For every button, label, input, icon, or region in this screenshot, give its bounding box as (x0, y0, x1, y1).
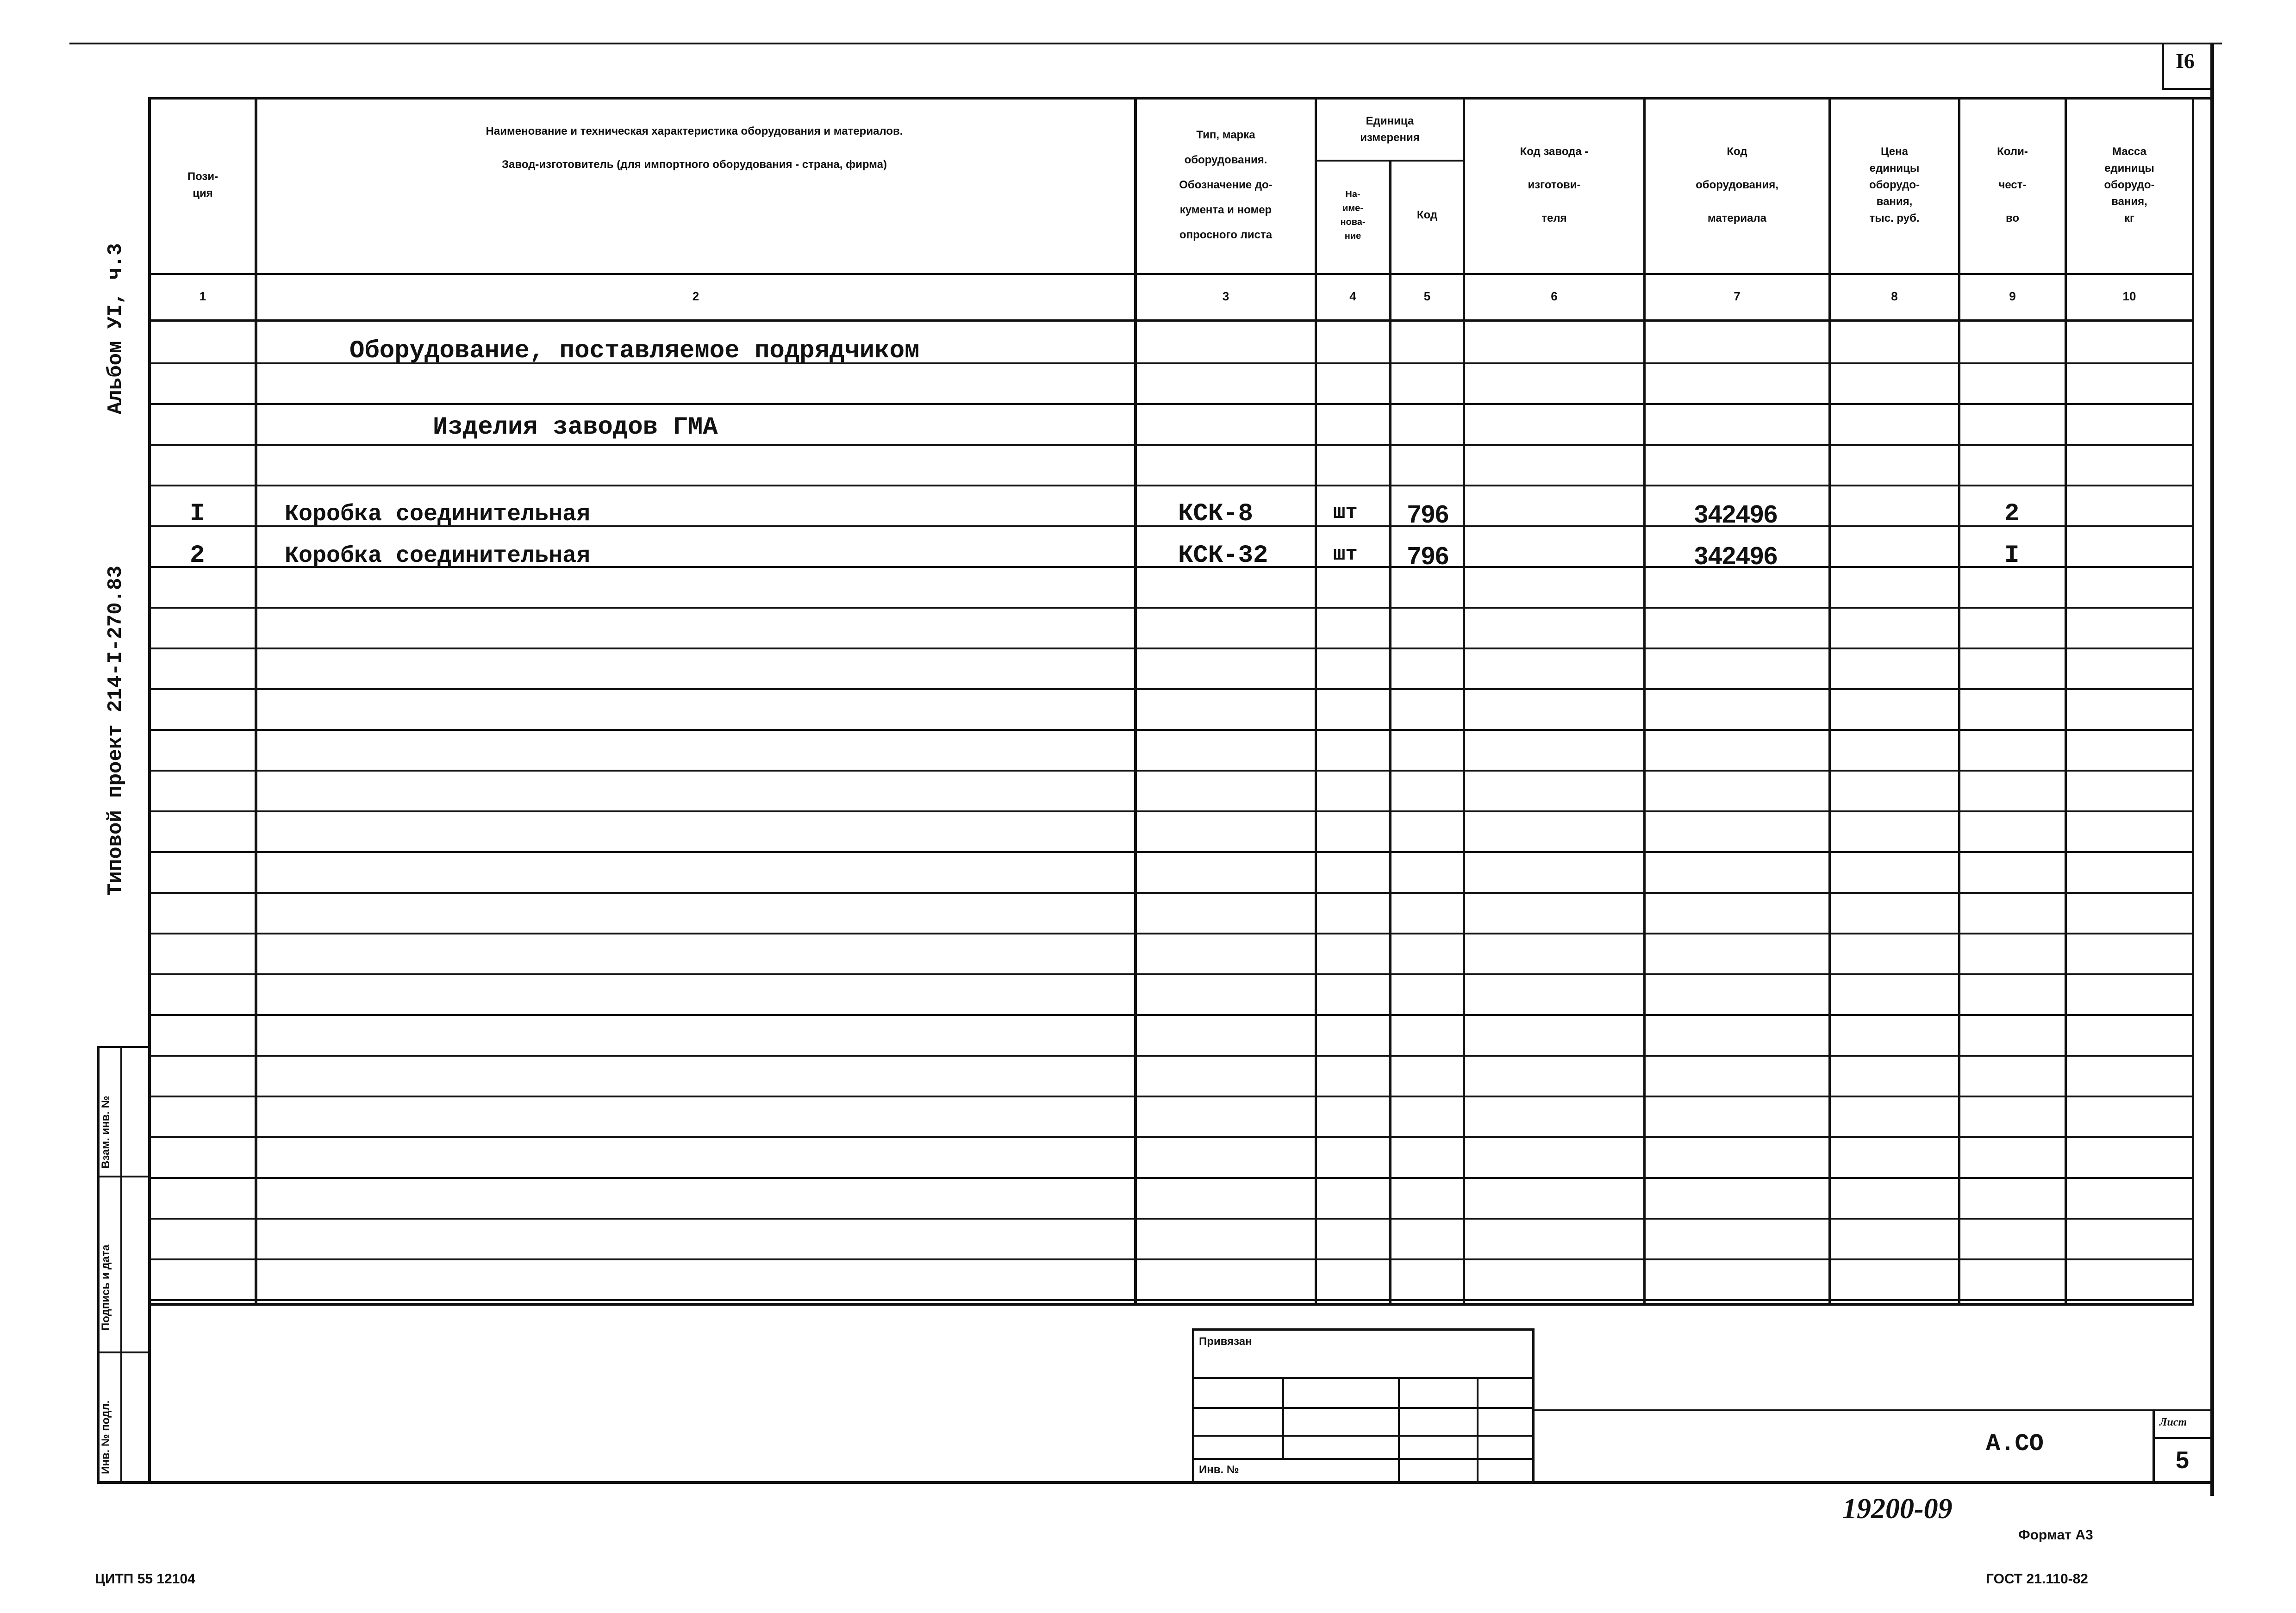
document-designation: А.СО (1986, 1430, 2044, 1457)
col-header-1: Пози- ция (187, 170, 218, 199)
row-separator (148, 1014, 2194, 1016)
row-separator (148, 1177, 2194, 1179)
row-unit-code: 796 (1407, 500, 1449, 528)
col-header-7: Код оборудования, материала (1696, 145, 1778, 224)
handwritten-number: 19200-09 (1842, 1493, 1953, 1525)
row-name: Коробка соединительная (285, 543, 591, 569)
col-number-2: 2 (692, 289, 699, 303)
col-number-5: 5 (1423, 289, 1431, 303)
row-type: КСК-32 (1178, 542, 1268, 570)
row-unit-code: 796 (1407, 542, 1449, 570)
row-separator (148, 1258, 2194, 1260)
col-header-3: Тип, марка оборудования. Обозначение до- кумента и номер опросного листа (1179, 129, 1273, 241)
row-separator (148, 648, 2194, 649)
row-separator (148, 892, 2194, 894)
side-label-vzam: Взам. инв. № (100, 1096, 112, 1169)
inv-no-label: Инв. № (1199, 1464, 1239, 1476)
col-header-4: На- име- нова- ние (1340, 189, 1366, 241)
footer-left-code: ЦИТП 55 12104 (95, 1571, 195, 1587)
row-separator (148, 1055, 2194, 1057)
row-unit: шт (1333, 501, 1358, 524)
row-separator (148, 770, 2194, 772)
row-separator (148, 851, 2194, 853)
row-qty: 2 (2004, 500, 2020, 528)
format-label: Формат А3 (2018, 1527, 2093, 1543)
row-type: КСК-8 (1178, 500, 1254, 528)
frame-bottom (97, 1481, 2214, 1484)
col-header-10: Масса единицы оборудо- вания, кг (2104, 145, 2155, 224)
row-separator (148, 1299, 2194, 1301)
row-equip-code: 342496 (1694, 542, 1778, 570)
album-label: Альбом УI, ч.3 (104, 243, 127, 414)
row-separator (148, 1218, 2194, 1220)
row-separator (148, 485, 2194, 486)
row-unit: шт (1333, 543, 1358, 566)
top-rule (69, 43, 2222, 44)
col-number-7: 7 (1734, 289, 1741, 303)
col-header-2: Наименование и техническая характеристика оборудования и материалов. Завод-изготовитель (для импортного оборудования - страна, фирма) (486, 125, 903, 171)
row-equip-code: 342496 (1694, 500, 1778, 528)
col-number-1: 1 (199, 289, 206, 303)
col-number-8: 8 (1891, 289, 1898, 303)
row-separator (148, 933, 2194, 934)
row-position: I (190, 500, 205, 528)
row-separator (148, 1096, 2194, 1097)
row-separator (148, 444, 2194, 446)
row-separator (148, 688, 2194, 690)
row-qty: I (2004, 542, 2020, 570)
row-separator (148, 973, 2194, 975)
project-label: Типовой проект 214-I-270.83 (104, 566, 127, 896)
col-header-unit-group: Единица измерения (1360, 115, 1420, 144)
section-title: Оборудование, поставляемое подрядчиком (349, 337, 920, 365)
col-header-5: Код (1416, 209, 1438, 221)
gost-label: ГОСТ 21.110-82 (1986, 1571, 2088, 1587)
row-separator (148, 810, 2194, 812)
frame-right (2210, 43, 2214, 1496)
col-number-6: 6 (1551, 289, 1558, 303)
col-header-6: Код завода - изготови- теля (1520, 145, 1589, 224)
frame-left (148, 97, 151, 1481)
col-header-8: Цена единицы оборудо- вания, тыс. руб. (1869, 145, 1920, 224)
col-header-9: Коли- чест- во (1997, 145, 2028, 224)
row-position: 2 (190, 542, 205, 570)
row-name: Коробка соединительная (285, 501, 591, 528)
top-sheet-number: I6 (2176, 49, 2195, 73)
col-number-9: 9 (2009, 289, 2016, 303)
privyazan-label: Привязан (1199, 1335, 1252, 1348)
list-label: Лист (2159, 1416, 2187, 1428)
col-number-4: 4 (1349, 289, 1356, 303)
side-label-podpis: Подпись и дата (100, 1245, 112, 1331)
side-label-inv: Инв. № подл. (100, 1400, 112, 1474)
row-separator (148, 1136, 2194, 1138)
row-separator (148, 729, 2194, 731)
col-number-3: 3 (1222, 289, 1229, 303)
table-top (148, 97, 2213, 100)
col-number-10: 10 (2122, 289, 2136, 303)
row-separator (148, 403, 2194, 405)
subsection-title: Изделия заводов ГМА (433, 413, 718, 442)
row-separator (148, 607, 2194, 609)
list-number: 5 (2176, 1447, 2189, 1474)
